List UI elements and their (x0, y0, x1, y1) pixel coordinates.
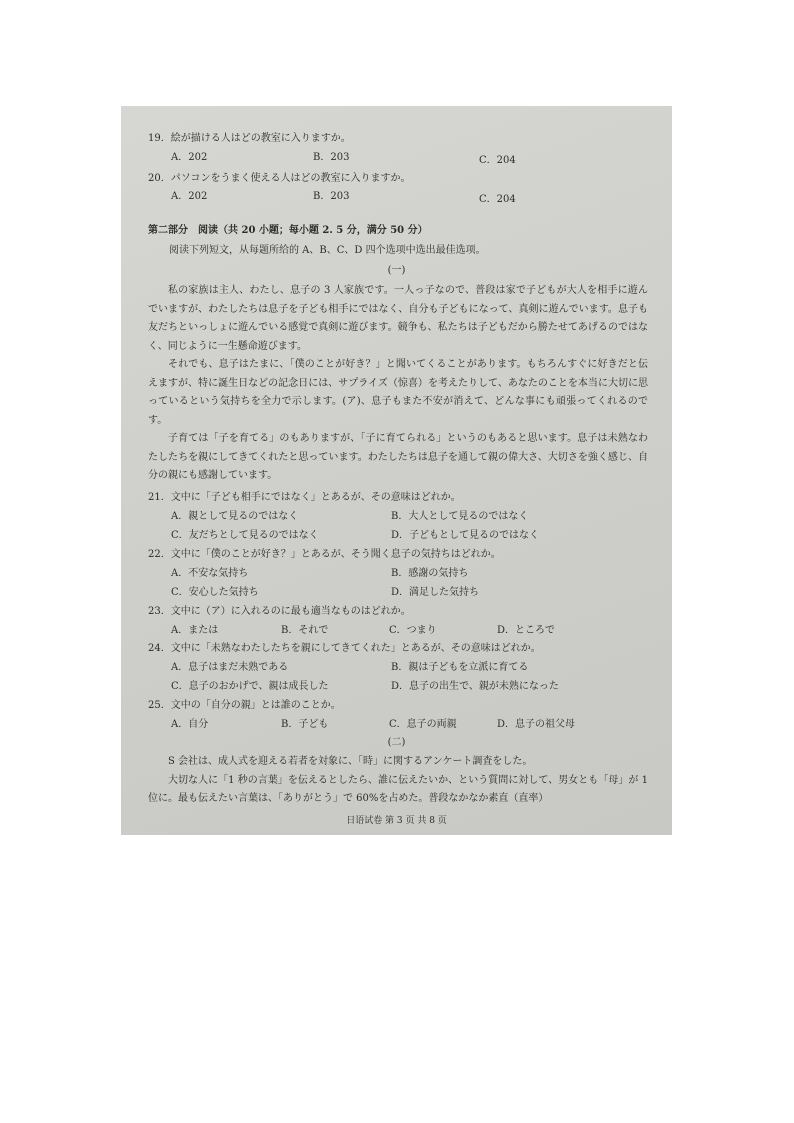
q19-option-b: B．203 (313, 152, 350, 163)
passage-2-body (148, 753, 648, 809)
passage-1-paragraph-3: 子育ては「子を育てる」のもありますが、「子に育てられる」というのもあると思います。息子は未熟なわたしたちを親にしてきてくれたと思っています。わたしたちは息子を通して親の偉大さ、大切さを強く感じ、自分の親にも感謝しています。 (148, 433, 648, 481)
passage-1-paragraph-1: 私の家族は主人、わたし、息子の 3 人家族です。一人っ子なので、普段は家で子どもが大人を相手に遊んでいますが、わたしたちは息子を子ども相手にではなく、自分も子どもになって、真剣に遊んでいます。息子も友だちといっしょに遊んでいる感覚で真剣に遊びます。競争も、私たちは子どもだから勝たせてあげるのではなく、同じように一生懸命遊びます。 (148, 285, 648, 352)
passage-2-paragraph-1: S 会社は、成人式を迎える若者を対象に、「時」に関するアンケート調査をした。 (168, 756, 533, 767)
passage-2-label: (二) (387, 737, 406, 748)
question-23: 23．文中に（ア）に入れるのに最も適当なものはどれか。 (148, 606, 411, 617)
q23-option-c: C．つまり (389, 625, 437, 636)
q24-option-a: A．息子はまだ未熟である (171, 662, 289, 673)
q22-option-d: D．満足した気持ち (391, 587, 480, 598)
q21-option-a: A．親として見るのではなく (171, 511, 299, 522)
passage-1-body (148, 282, 648, 486)
q22-option-b: B．感謝の気持ち (391, 568, 469, 579)
question-21: 21．文中に「子ども相手にではなく」とあるが、その意味はどれか。 (148, 492, 461, 503)
q22-option-c: C．安心した気持ち (171, 587, 259, 598)
question-24: 24．文中に「未熟なわたしたちを親にしてきてくれた」とあるが、その意味はどれか。 (148, 643, 541, 654)
q22-option-a: A．不安な気持ち (171, 568, 249, 579)
q25-option-c: C．息子の両親 (389, 719, 457, 730)
q23-option-a: A．または (171, 625, 219, 636)
q19-option-c: C．204 (479, 155, 516, 166)
q23-option-b: B．それで (281, 625, 329, 636)
section-instruction: 阅读下列短文，从每题所给的 A、B、C、D 四个选项中选出最佳选项。 (169, 245, 486, 256)
page-footer: 日语试卷 第 3 页 共 8 页 (346, 816, 447, 826)
q25-option-b: B．子ども (281, 719, 329, 730)
passage-1-paragraph-2: それでも、息子はたまに、「僕のことが好き？」と聞いてくることがあります。もちろんすぐに好きだと伝えますが、特に誕生日などの記念日には、サプライズ（惊喜）を考えたりして、あなたのことを本当に大切に思っているという気持ちを全力で示します。(ア)、息子もまた不安が消えて、どんな事にも頑張ってくれるのです。 (148, 359, 648, 426)
q23-option-d: D．ところで (497, 625, 555, 636)
q25-option-a: A．自分 (171, 719, 209, 730)
passage-1-label: (一) (387, 265, 406, 276)
q21-option-c: C．友だちとして見るのではなく (171, 530, 319, 541)
question-25: 25．文中の「自分の親」とは誰のことか。 (148, 700, 341, 711)
passage-2-paragraph-2: 大切な人に「1 秒の言葉」を伝えるとしたら、誰に伝えたいか、という質問に対して、男女とも「母」が 1 位に。最も伝えたい言葉は、「ありがとう」で 60%を占めた。普段なかなか素直（直率） (148, 774, 648, 804)
section-heading: 第二部分 阅读（共 20 小题；每小题 2. 5 分，满分 50 分） (148, 225, 428, 236)
q25-option-d: D．息子の祖父母 (497, 719, 576, 730)
document-photo (121, 106, 672, 835)
q24-option-b: B．親は子どもを立派に育てる (391, 662, 529, 673)
q21-option-b: B．大人として見るのではなく (391, 511, 529, 522)
question-20: 20．パソコンをうまく使える人はどの教室に入りますか。 (148, 173, 411, 184)
q24-option-d: D．息子の出生で、親が未熟になった (391, 681, 559, 692)
q20-option-b: B．203 (313, 191, 350, 202)
q20-option-a: A．202 (171, 191, 208, 202)
q19-option-a: A．202 (171, 152, 208, 163)
question-19: 19．絵が描ける人はどの教室に入りますか。 (148, 133, 351, 144)
q21-option-d: D．子どもとして見るのではなく (391, 530, 540, 541)
q24-option-c: C．息子のおかげで、親は成長した (171, 681, 329, 692)
question-22: 22．文中に「僕のことが好き？」とあるが、そう聞く息子の気持ちはどれか。 (148, 549, 501, 560)
q20-option-c: C．204 (479, 194, 516, 205)
